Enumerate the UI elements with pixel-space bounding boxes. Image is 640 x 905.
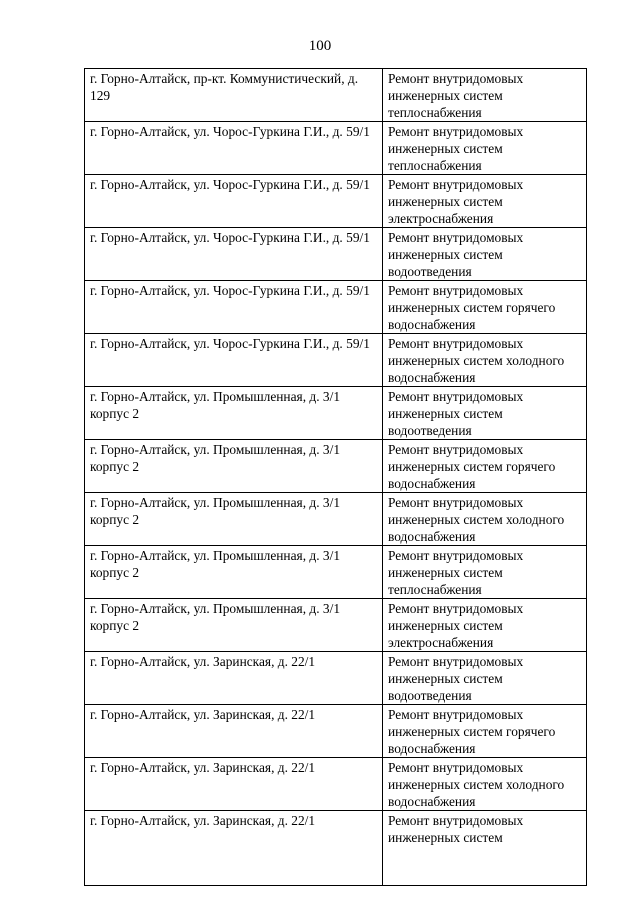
- work-cell: Ремонт внутридомовых инженерных систем холодного водоснабжения: [383, 493, 587, 546]
- address-cell: г. Горно-Алтайск, ул. Чорос-Гуркина Г.И., д. 59/1: [85, 122, 383, 175]
- work-cell: Ремонт внутридомовых инженерных систем электроснабжения: [383, 599, 587, 652]
- table-row: [85, 69, 587, 122]
- address-cell: г. Горно-Алтайск, ул. Чорос-Гуркина Г.И., д. 59/1: [85, 281, 383, 334]
- table-row: [85, 334, 587, 387]
- address-cell: г. Горно-Алтайск, пр-кт. Коммунистический, д. 129: [85, 69, 383, 122]
- address-cell: г. Горно-Алтайск, ул. Промышленная, д. 3/1 корпус 2: [85, 387, 383, 440]
- table-row: [85, 652, 587, 705]
- table-row: [85, 758, 587, 811]
- work-cell: Ремонт внутридомовых инженерных систем горячего водоснабжения: [383, 440, 587, 493]
- address-cell: г. Горно-Алтайск, ул. Заринская, д. 22/1: [85, 705, 383, 758]
- work-cell: Ремонт внутридомовых инженерных систем холодного водоснабжения: [383, 758, 587, 811]
- table-row: [85, 387, 587, 440]
- address-cell: г. Горно-Алтайск, ул. Заринская, д. 22/1: [85, 758, 383, 811]
- address-cell: г. Горно-Алтайск, ул. Чорос-Гуркина Г.И., д. 59/1: [85, 334, 383, 387]
- address-cell: г. Горно-Алтайск, ул. Заринская, д. 22/1: [85, 652, 383, 705]
- work-cell: Ремонт внутридомовых инженерных систем электроснабжения: [383, 175, 587, 228]
- work-cell: Ремонт внутридомовых инженерных систем горячего водоснабжения: [383, 705, 587, 758]
- address-cell: г. Горно-Алтайск, ул. Промышленная, д. 3/1 корпус 2: [85, 546, 383, 599]
- address-cell: г. Горно-Алтайск, ул. Промышленная, д. 3/1 корпус 2: [85, 440, 383, 493]
- work-cell: Ремонт внутридомовых инженерных систем холодного водоснабжения: [383, 334, 587, 387]
- table-row: [85, 228, 587, 281]
- address-cell: г. Горно-Алтайск, ул. Чорос-Гуркина Г.И., д. 59/1: [85, 228, 383, 281]
- table-row: [85, 493, 587, 546]
- table-row: [85, 705, 587, 758]
- work-cell: Ремонт внутридомовых инженерных систем водоотведения: [383, 652, 587, 705]
- table-row: [85, 122, 587, 175]
- table-row: [85, 281, 587, 334]
- table-row: [85, 599, 587, 652]
- table-row: [85, 811, 587, 886]
- address-cell: г. Горно-Алтайск, ул. Заринская, д. 22/1: [85, 811, 383, 886]
- work-cell: Ремонт внутридомовых инженерных систем водоотведения: [383, 387, 587, 440]
- works-table: [84, 68, 587, 886]
- work-cell: Ремонт внутридомовых инженерных систем: [383, 811, 587, 886]
- work-cell: Ремонт внутридомовых инженерных систем теплоснабжения: [383, 122, 587, 175]
- address-cell: г. Горно-Алтайск, ул. Промышленная, д. 3/1 корпус 2: [85, 599, 383, 652]
- page-number: 100: [308, 38, 332, 54]
- work-cell: Ремонт внутридомовых инженерных систем горячего водоснабжения: [383, 281, 587, 334]
- table-row: [85, 175, 587, 228]
- table-row: [85, 440, 587, 493]
- work-cell: Ремонт внутридомовых инженерных систем теплоснабжения: [383, 69, 587, 122]
- table-row: [85, 546, 587, 599]
- address-cell: г. Горно-Алтайск, ул. Промышленная, д. 3/1 корпус 2: [85, 493, 383, 546]
- work-cell: Ремонт внутридомовых инженерных систем теплоснабжения: [383, 546, 587, 599]
- work-cell: Ремонт внутридомовых инженерных систем водоотведения: [383, 228, 587, 281]
- address-cell: г. Горно-Алтайск, ул. Чорос-Гуркина Г.И., д. 59/1: [85, 175, 383, 228]
